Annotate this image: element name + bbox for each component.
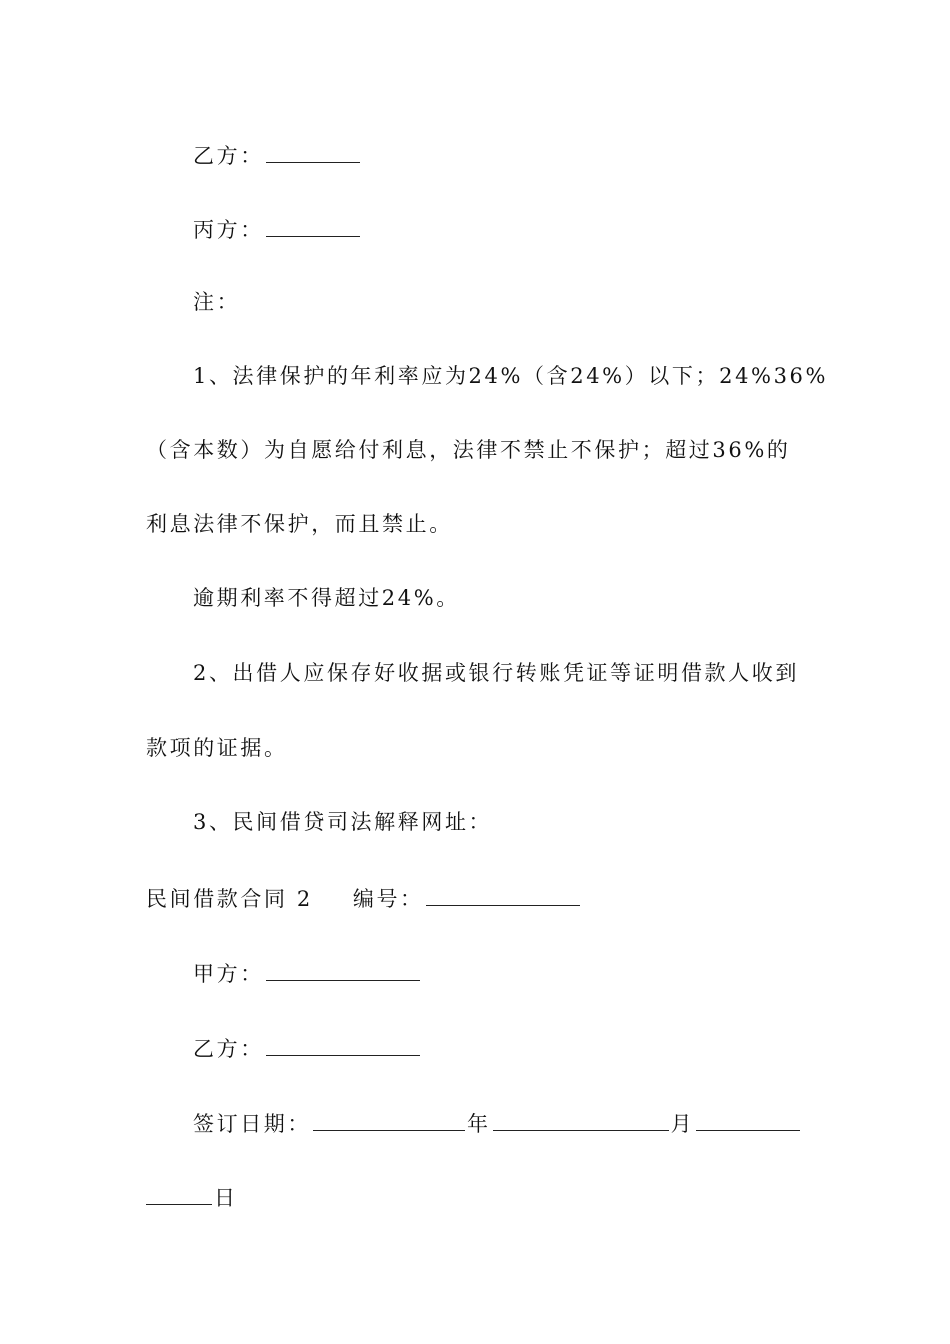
number-label: 编号： [352, 887, 424, 911]
party-b-blank-2[interactable] [266, 1033, 420, 1056]
party-b-blank[interactable] [266, 140, 360, 163]
party-b-line-1 [193, 140, 362, 170]
party-a-blank[interactable] [266, 958, 420, 981]
day-blank-part1[interactable] [696, 1108, 800, 1131]
note-1-line-3: 利息法律不保护，而且禁止。 [146, 512, 453, 536]
note-1-line-1: 1、法律保护的年利率应为24%（含24%）以下；24%36% [193, 364, 829, 388]
year-label: 年 [467, 1112, 491, 1136]
party-b-line-2 [193, 1033, 422, 1063]
party-b-label: 乙方： [193, 144, 264, 168]
note-heading: 注： [193, 290, 241, 314]
note-3-line: 3、民间借贷司法解释网址： [193, 810, 493, 834]
number-blank[interactable] [426, 883, 580, 906]
party-a-line [193, 958, 422, 988]
note-2-line-1: 2、出借人应保存好收据或银行转账凭证等证明借款人收到 [193, 661, 799, 685]
year-blank[interactable] [313, 1108, 465, 1131]
party-c-blank[interactable] [266, 214, 360, 237]
month-blank-before[interactable] [493, 1108, 669, 1131]
note-1-line-2: （含本数）为自愿给付利息，法律不禁止不保护；超过36%的 [146, 438, 791, 462]
overdue-rate-line: 逾期利率不得超过24%。 [193, 586, 460, 610]
sign-date-label: 签订日期： [193, 1112, 311, 1136]
day-line [146, 1182, 238, 1212]
contract-title: 民间借款合同 2 [146, 887, 313, 911]
contract-title-line [146, 883, 582, 913]
day-label: 日 [214, 1186, 238, 1210]
party-c-label: 丙方： [193, 218, 264, 242]
day-blank-part2[interactable] [146, 1182, 212, 1205]
month-label: 月 [670, 1112, 695, 1136]
party-a-label: 甲方： [193, 962, 264, 986]
sign-date-line [193, 1108, 802, 1138]
party-b-label-2: 乙方： [193, 1037, 264, 1061]
note-2-line-2: 款项的证据。 [146, 736, 288, 760]
party-c-line [193, 214, 362, 244]
